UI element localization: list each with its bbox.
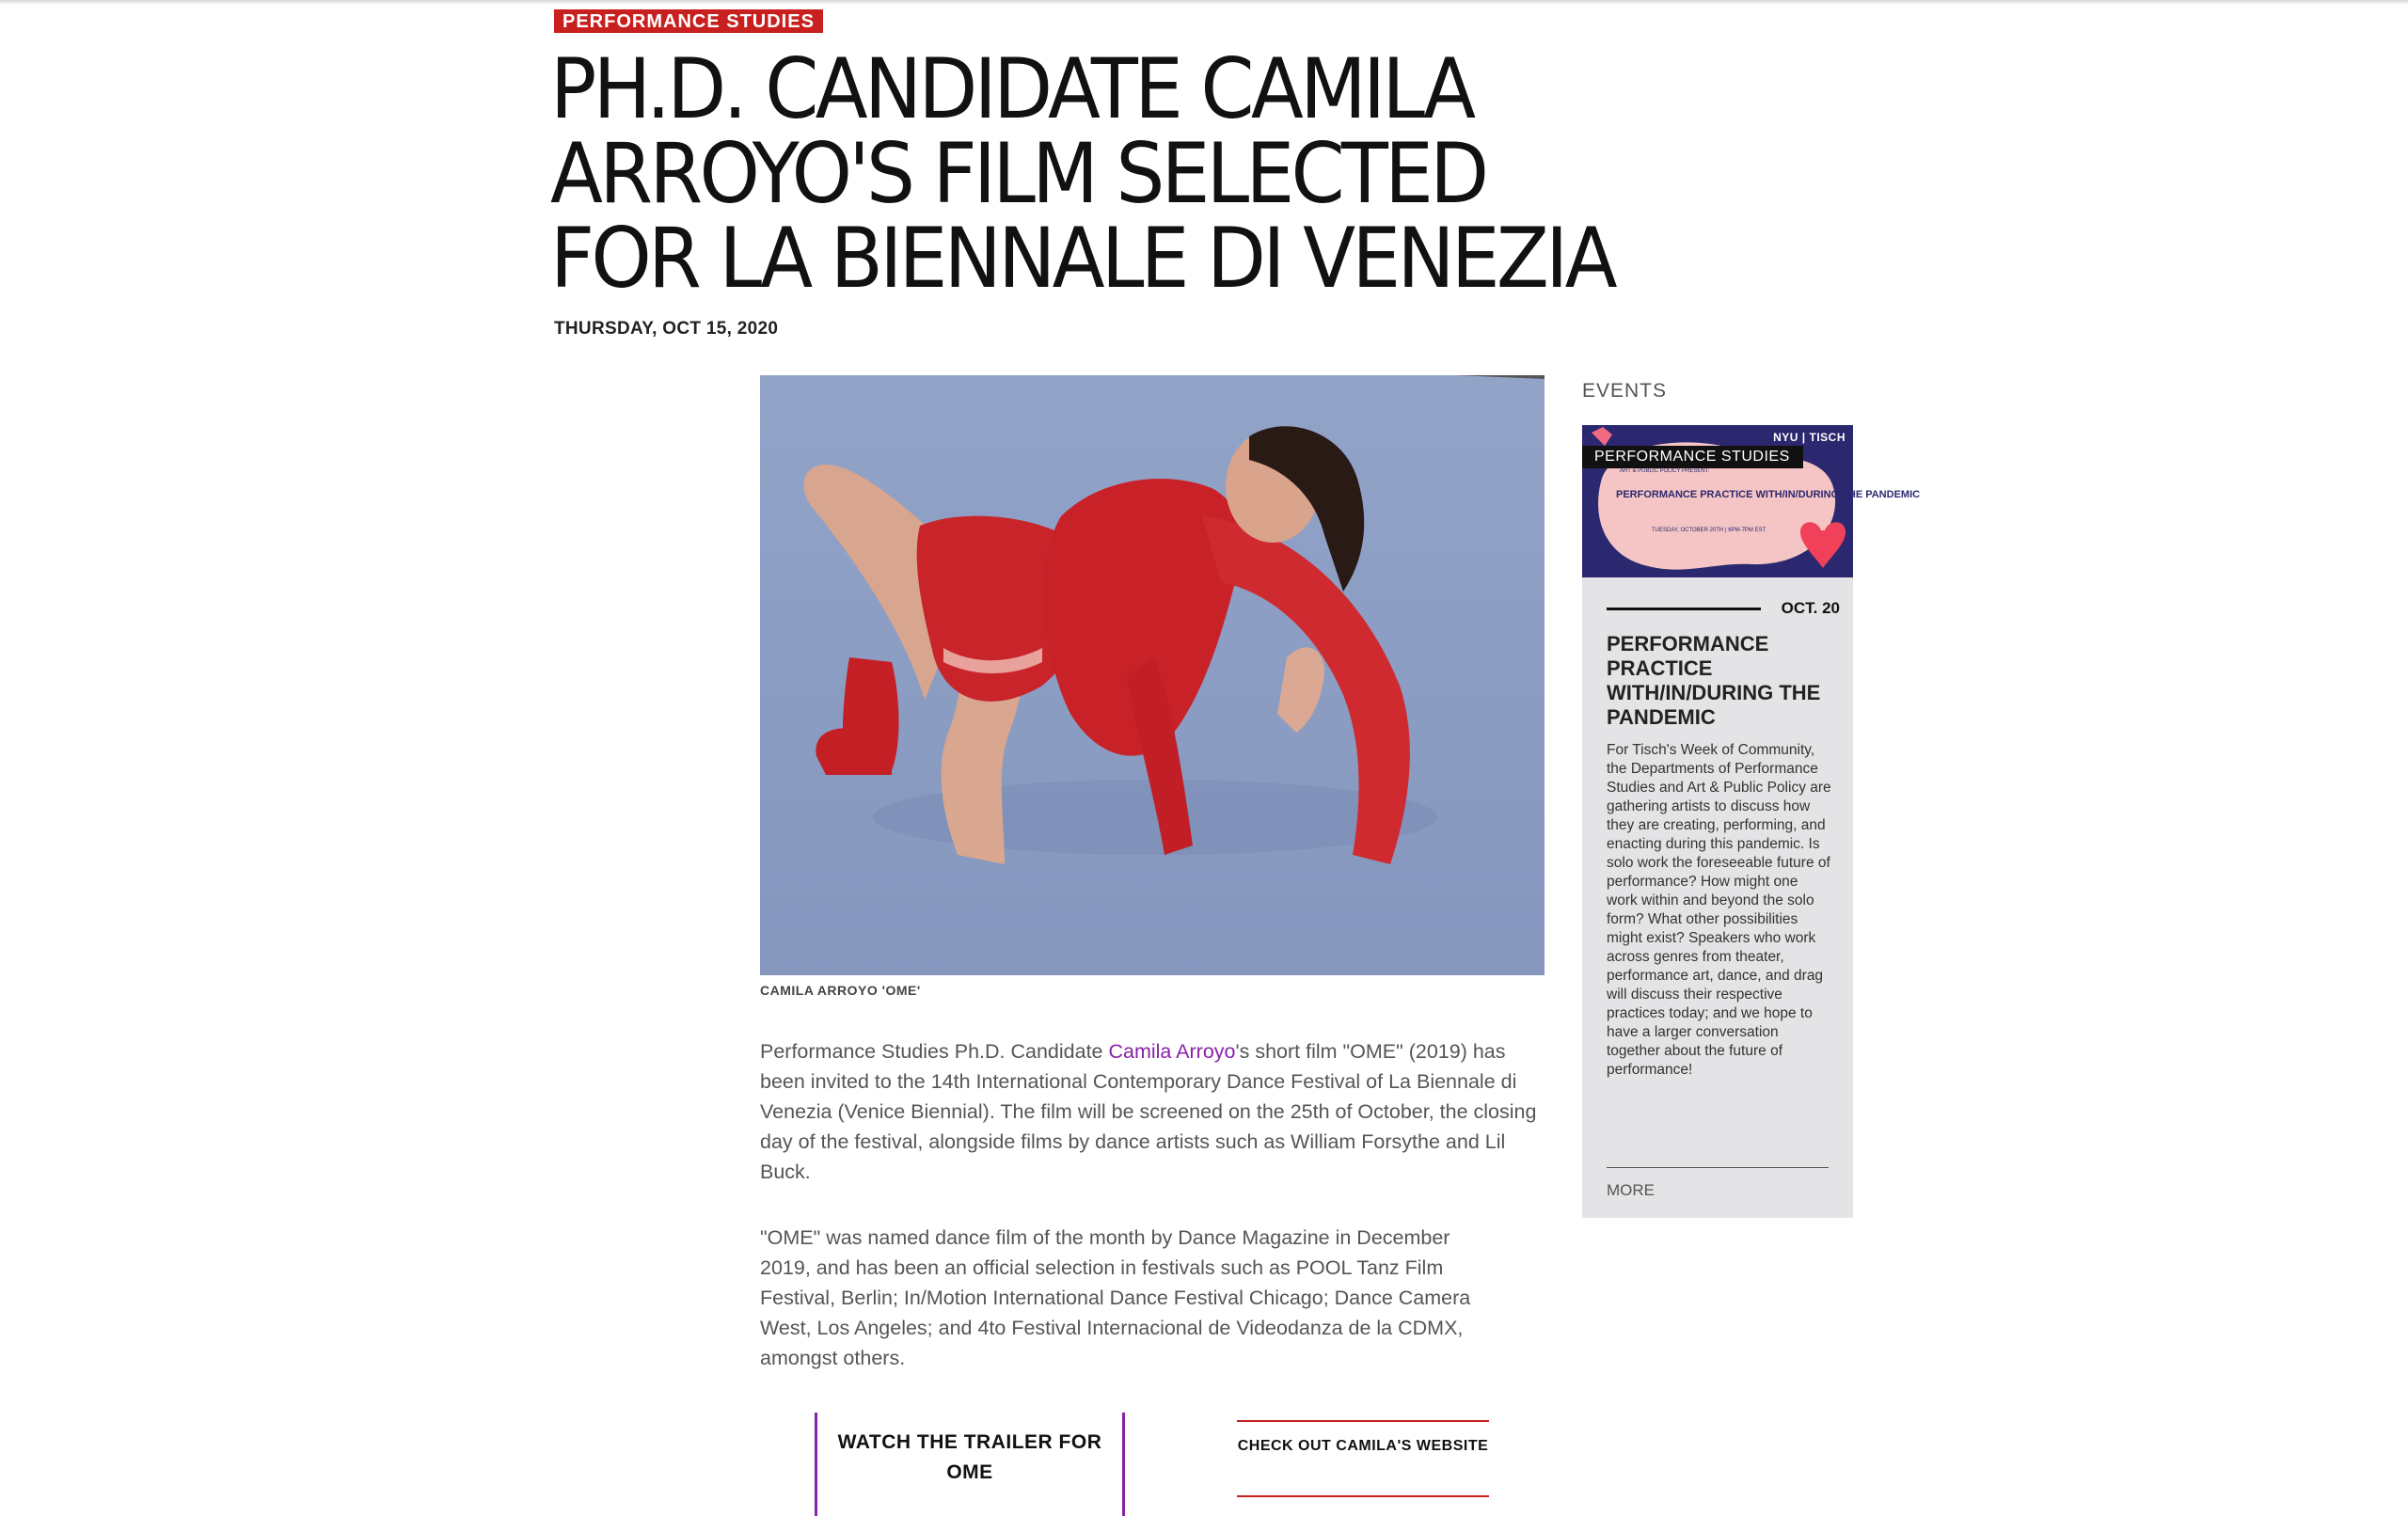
event-more-link[interactable]: MORE bbox=[1607, 1181, 1655, 1199]
svg-text:TUESDAY, OCTOBER 20TH | 6PM-7P: TUESDAY, OCTOBER 20TH | 6PM-7PM EST bbox=[1652, 528, 1766, 533]
article-paragraph-2: "OME" was named dance film of the month by Dance Magazine in December 2019, and has been an official selection in festivals such as POOL Tanz Film Festival, Berlin; In/Motion International Dance Festival Chicago; Dance Camera West, Los Angeles; and 4to Festival Internacional de Videodanza de la CDMX, amongst others. bbox=[760, 1226, 1471, 1369]
top-shadow bbox=[0, 0, 2408, 5]
event-date: OCT. 20 bbox=[1781, 599, 1840, 617]
camila-website-button[interactable]: CHECK OUT CAMILA'S WEBSITE bbox=[1237, 1420, 1489, 1497]
event-description: For Tisch's Week of Community, the Departments of Performance Studies and Art & Public Policy are gathering artists to discuss how they are creating, performing, and enacting during this pandemic. Is solo work the foreseeable future of performance? How might one work within and beyond the solo form? What other possibilities might exist? Speakers who work across genres from theater, performance art, dance, and drag will discuss their respective practices today; and we hope to have a larger conversation together about the future of performance! bbox=[1607, 742, 1831, 1078]
nyu-tisch-logo: NYU | TISCH bbox=[1773, 431, 1846, 444]
date-divider bbox=[1607, 608, 1761, 610]
article-paragraph-1: Performance Studies Ph.D. Candidate Camila Arroyo's short film "OME" (2019) has been invited to the 14th International Contemporary Dance Festival of La Biennale di Venezia (Venice Biennial). The film will be screened on the 25th of October, the closing day of the festival, alongside films by dance artists such as William Forsythe and Lil Buck. bbox=[760, 1040, 1537, 1183]
events-heading: EVENTS bbox=[1582, 380, 1668, 402]
article-date: THURSDAY, OCT 15, 2020 bbox=[554, 319, 779, 339]
svg-text:PERFORMANCE PRACTICE WITH/IN/D: PERFORMANCE PRACTICE WITH/IN/DURING THE PANDEMIC bbox=[1616, 489, 1921, 500]
event-category-tag[interactable]: PERFORMANCE STUDIES bbox=[1582, 446, 1803, 468]
svg-text:ART & PUBLIC POLICY PRESENT:: ART & PUBLIC POLICY PRESENT: bbox=[1620, 468, 1710, 474]
image-caption: CAMILA ARROYO 'OME' bbox=[760, 983, 921, 998]
more-divider bbox=[1607, 1167, 1829, 1168]
event-poster-image[interactable] bbox=[1582, 425, 1921, 577]
dancer-photo bbox=[760, 375, 1545, 975]
category-tag[interactable]: PERFORMANCE STUDIES bbox=[554, 9, 823, 33]
watch-trailer-button[interactable]: WATCH THE TRAILER FOR OME bbox=[815, 1413, 1125, 1516]
event-card[interactable] bbox=[1582, 425, 1921, 1218]
article-hero-image bbox=[760, 375, 1545, 975]
event-title[interactable]: PERFORMANCE PRACTICE WITH/IN/DURING THE PANDEMIC bbox=[1607, 632, 1821, 729]
camila-arroyo-link[interactable]: Camila Arroyo bbox=[1108, 1040, 1236, 1063]
article-title: PH.D. CANDIDATE CAMILA ARROYO'S FILM SELECTED FOR LA BIENNALE DI VENEZIA bbox=[550, 40, 1614, 307]
